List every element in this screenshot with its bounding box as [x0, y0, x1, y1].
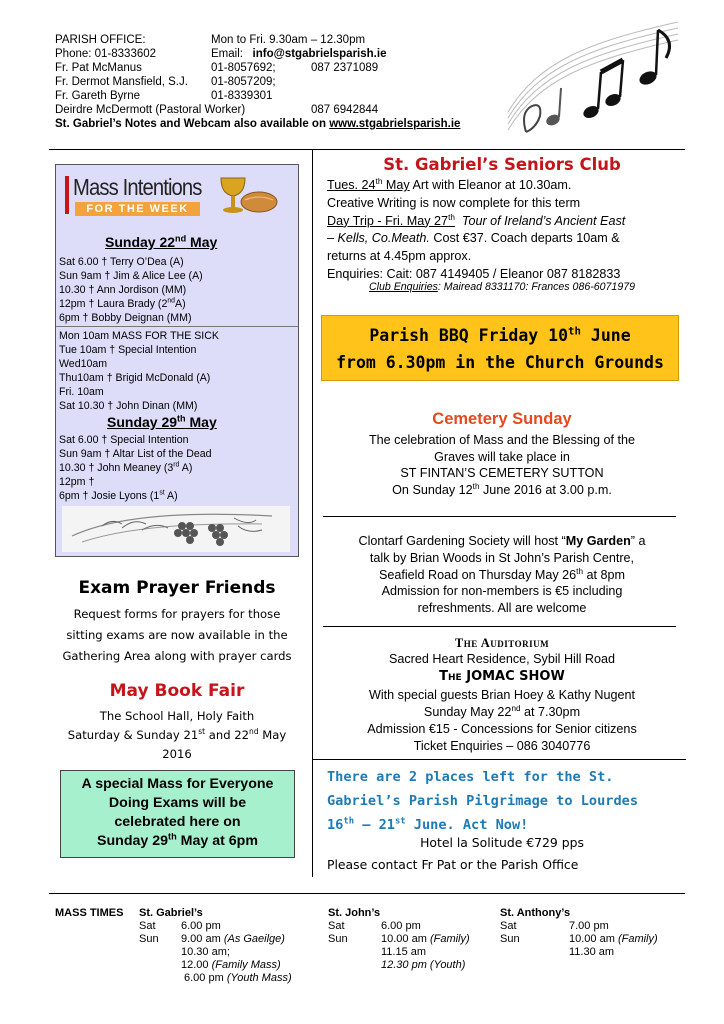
exam-prayer-title: Exam Prayer Friends	[78, 578, 276, 598]
anthony-sun-day: Sun	[500, 933, 520, 945]
office-label: PARISH OFFICE:	[55, 34, 146, 46]
office-email: Email: info@stgabrielsparish.ie	[211, 48, 387, 60]
sunday-22-heading: Sunday 22nd May	[105, 233, 218, 250]
intention-line: Sat 6.00 † Terry O’Dea (A)	[59, 256, 184, 268]
contact-pat-phone: 01-8057692;	[211, 62, 276, 74]
contact-dermot-phone: 01-8057209;	[211, 76, 276, 88]
sunday-29-heading: Sunday 29th May	[107, 413, 217, 430]
anthony-name: St. Anthony’s	[500, 907, 571, 919]
email-link[interactable]: info@stgabrielsparish.ie	[252, 48, 387, 60]
gabriel-sat-day: Sat	[139, 920, 156, 932]
section-divider	[313, 759, 686, 760]
exam-mass-box: A special Mass for Everyone Doing Exams will be celebrated here on Sunday 29th May at 6pm	[60, 770, 295, 858]
webcam-notice: St. Gabriel’s Notes and Webcam also available on www.stgabrielsparish.ie	[55, 118, 461, 130]
intention-line: Sun 9am † Altar List of the Dead	[59, 448, 212, 460]
jomac-show-title: The JOMAC SHOW	[439, 669, 565, 684]
intention-line: 6pm † Josie Lyons (1st A)	[59, 489, 178, 502]
section-divider	[323, 516, 676, 517]
grapes-wheat-icon	[62, 506, 290, 552]
gabriel-sat-time: 6.00 pm	[181, 920, 221, 932]
intention-line: Wed10am	[59, 358, 108, 370]
john-sun-time: 12.30 pm (Youth)	[381, 959, 466, 971]
contact-deirdre-name: Deirdre McDermott (Pastoral Worker)	[55, 104, 246, 116]
gabriel-sun-time: 12.00 (Family Mass)	[181, 959, 281, 971]
john-sat-time: 6.00 pm	[381, 920, 421, 932]
intention-line: 12pm † Laura Brady (2ndA)	[59, 297, 186, 310]
intention-line: Mon 10am MASS FOR THE SICK	[59, 330, 219, 342]
footer-divider	[49, 893, 685, 894]
john-name: St. John’s	[328, 907, 381, 919]
john-sun-time: 11.15 am	[381, 946, 427, 958]
gardening-talk: Clontarf Gardening Society will host “My Garden” a talk by Brian Woods in St John’s Parish Centre, Seafield Road on Thursday May 26th at 8pm Admission for non-members is €5 including refreshments. All are welcome	[358, 534, 646, 616]
gabriel-sun-time: 9.00 am (As Gaeilge)	[181, 933, 285, 945]
mass-times-label: MASS TIMES	[55, 907, 124, 919]
logo-subtitle: FOR THE WEEK	[75, 202, 200, 216]
intention-line: Thu10am † Brigid McDonald (A)	[59, 372, 211, 384]
website-link[interactable]: www.stgabrielsparish.ie	[329, 118, 461, 130]
cemetery-title: Cemetery Sunday	[432, 410, 572, 428]
anthony-sun-time: 10.00 am (Family)	[569, 933, 658, 945]
john-sun-time: 10.00 am (Family)	[381, 933, 470, 945]
contact-gareth-phone: 01-8339301	[211, 90, 273, 102]
contact-gareth-name: Fr. Gareth Byrne	[55, 90, 141, 102]
book-fair-title: May Book Fair	[109, 681, 245, 701]
anthony-sun-time: 11.30 am	[569, 946, 615, 958]
exam-prayer-body: Request forms for prayers for those sitting exams are now available in the Gathering Area along with prayer cards	[62, 607, 292, 663]
intention-line: Fri. 10am	[59, 386, 104, 398]
intention-line: 6pm † Bobby Deignan (MM)	[59, 312, 192, 324]
office-phone: Phone: 01-8333602	[55, 48, 157, 60]
gabriel-sun-time: 10.30 am;	[181, 946, 230, 958]
intention-line: Tue 10am † Special Intention	[59, 344, 197, 356]
seniors-club-body: Tues. 24th May Art with Eleanor at 10.30am. Creative Writing is now complete for this term Day Trip - Fri. May 27th Tour of Ireland’s Ancient East – Kells, Co.Meath. Cost €37. Coach departs 10am & returns at 4.45pm approx. Enquiries: Cait: 087 4149405 / Eleanor 087 8182833	[327, 176, 626, 281]
book-fair-body: The School Hall, Holy Faith Saturday & Sunday 21st and 22nd May 2016	[67, 709, 287, 761]
chalice-bread-icon	[213, 172, 279, 218]
bbq-banner: Parish BBQ Friday 10th June from 6.30pm in the Church Grounds	[321, 315, 679, 381]
cemetery-body: The celebration of Mass and the Blessing of the Graves will take place in ST FINTAN’S CEMETERY SUTTON On Sunday 12th June 2016 at 3.00 p.m.	[368, 433, 636, 497]
gabriel-sun-time: 6.00 pm (Youth Mass)	[184, 972, 292, 984]
office-hours: Mon to Fri. 9.30am – 12.30pm	[211, 34, 366, 46]
lourdes-hotel: Hotel la Solitude €729 pps	[420, 835, 584, 850]
contact-pat-name: Fr. Pat McManus	[55, 62, 142, 74]
auditorium-address: Sacred Heart Residence, Sybil Hill Road	[388, 652, 616, 666]
lourdes-contact: Please contact Fr Pat or the Parish Office	[327, 857, 579, 872]
logo-title: Mass Intentions	[73, 174, 202, 200]
intention-line: Sun 9am † Jim & Alice Lee (A)	[59, 270, 203, 282]
contact-dermot-name: Fr. Dermot Mansfield, S.J.	[55, 76, 188, 88]
auditorium-body: With special guests Brian Hoey & Kathy Nugent Sunday May 22nd at 7.30pm Admission €15 - Concessions for Senior citizens Ticket Enquiries – 086 3040776	[367, 688, 637, 753]
mass-intentions-logo	[65, 172, 279, 218]
contact-pat-mobile: 087 2371089	[311, 62, 379, 74]
anthony-sat-time: 7.00 pm	[569, 920, 609, 932]
intention-line: Sat 6.00 † Special Intention	[59, 434, 189, 446]
section-divider	[323, 626, 676, 627]
gabriel-sun-day: Sun	[139, 933, 159, 945]
intention-line: 10.30 † Ann Jordison (MM)	[59, 284, 187, 296]
john-sun-day: Sun	[328, 933, 348, 945]
intention-line: 12pm †	[59, 476, 95, 488]
seniors-club-title: St. Gabriel’s Seniors Club	[383, 155, 621, 174]
column-divider	[312, 149, 313, 877]
intention-line: Sat 10.30 † John Dinan (MM)	[59, 400, 198, 412]
header-divider	[49, 149, 685, 150]
lourdes-pilgrimage: There are 2 places left for the St. Gabriel’s Parish Pilgrimage to Lourdes 16th – 21st June. Act Now!	[327, 769, 638, 833]
john-sat-day: Sat	[328, 920, 345, 932]
contact-deirdre-phone: 087 6942844	[311, 104, 379, 116]
club-enquiries: Club Enquiries: Mairead 8331170: Frances 086-6071979	[368, 281, 635, 293]
intention-line: 10.30 † John Meaney (3rd A)	[59, 461, 193, 474]
gabriel-name: St. Gabriel’s	[139, 907, 203, 919]
anthony-sat-day: Sat	[500, 920, 517, 932]
auditorium-title: The Auditorium	[454, 636, 550, 650]
music-notes-icon	[498, 20, 688, 140]
intentions-divider	[56, 326, 298, 327]
